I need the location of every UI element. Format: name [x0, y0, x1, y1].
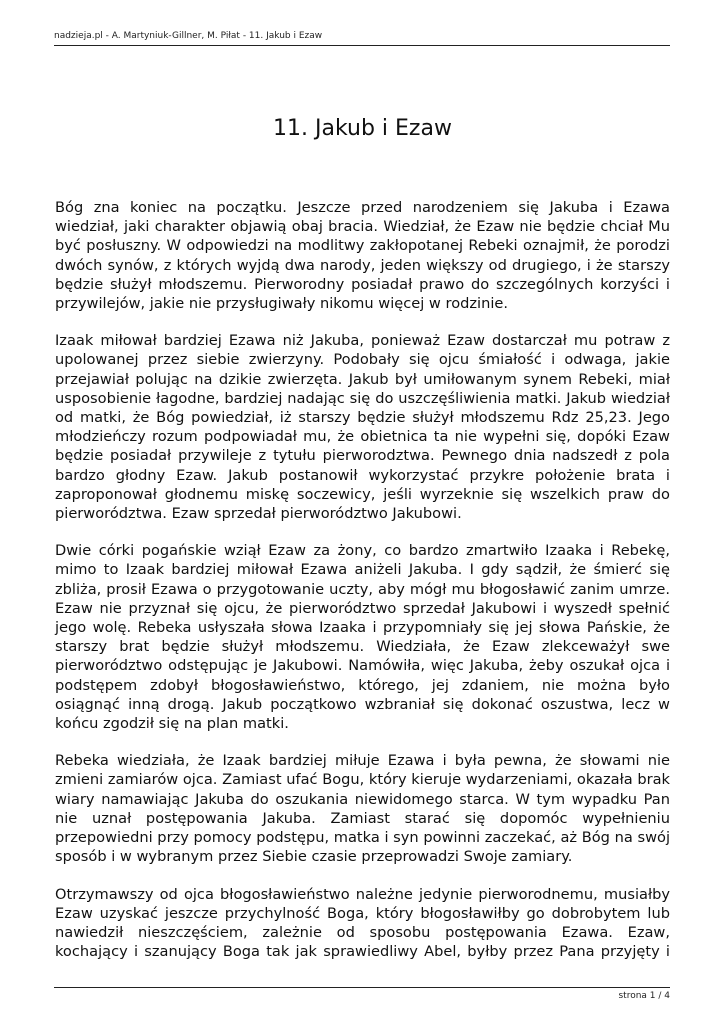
page-number: strona 1 / 4: [618, 991, 670, 1001]
paragraph: Izaak miłował bardziej Ezawa niż Jakuba, ponieważ Ezaw dostarczał mu potraw z upolowanej przez siebie zwierzyny. Podobały się ojcu śmiałość i odwaga, jakie przejawiał polując na dzikie zwierzęta. Jakub był umiłowanym synem Rebeki, miał usposobienie łagodne, bardziej nadając się do uszczęśliwienia matki. Jakub wiedział od matki, że Bóg powiedział, iż starszy będzie służył młodszemu Rdz 25,23. Jego młodzieńczy rozum podpowiadał mu, że obietnica ta nie wypełni się, dopóki Ezaw będzie posiadał przywileje z tytułu pierworodztwa. Pewnego dnia nadszedł z pola bardzo głodny Ezaw. Jakub postanowił wykorzystać przykre położenie brata i zaproponował głodnemu miskę soczewicy, jeśli wyrzeknie się wszelkich praw do pierworództwa. Ezaw sprzedał pierworództwo Jakubowi.: [55, 332, 670, 523]
paragraph: Dwie córki pogańskie wziął Ezaw za żony, co bardzo zmartwiło Izaaka i Rebekę, mimo to Izaak bardziej miłował Ezawa aniżeli Jakuba. I gdy sądził, że śmierć się zbliża, prosił Ezawa o przygotowanie uczty, aby mógł mu błogosławić zanim umrze. Ezaw nie przyznał się ojcu, że pierworództwo sprzedał Jakubowi i wyszedł spełnić jego wolę. Rebeka usłyszała słowa Izaaka i przypomniały się jej słowa Pańskie, że starszy brat będzie służył młodszemu. Wiedziała, że Ezaw zlekceważył swe pierworództwo odstępując je Jakubowi. Namówiła, więc Jakuba, żeby oszukał ojca i podstępem zdobył błogosławieństwo, którego, jej zdaniem, nie można było osiągnąć inną drogą. Jakub początkowo wzbraniał się dokonać oszustwa, lecz w końcu zgodził się na plan matki.: [55, 542, 670, 733]
paragraph: Otrzymawszy od ojca błogosławieństwo należne jedynie pierworodnemu, musiałby Ezaw uzyskać jeszcze przychylność Boga, który błogosławiłby go dobrobytem lub nawiedził nieszczęściem, zależnie od sposobu postępowania Ezawa. Ezaw, kochający i szanujący Boga tak jak sprawiedliwy Abel, byłby przez Pana przyjęty i: [55, 885, 670, 961]
footer-divider: [54, 987, 670, 988]
page-header: nadzieja.pl - A. Martyniuk-Gillner, M. Piłat - 11. Jakub i Ezaw: [54, 31, 323, 41]
paragraph: Bóg zna koniec na początku. Jeszcze przed narodzeniem się Jakuba i Ezawa wiedział, jaki charakter objawią obaj bracia. Wiedział, że Ezaw nie będzie chciał Mu być posłuszny. W odpowiedzi na modlitwy zakłopotanej Rebeki oznajmił, że porodzi dwóch synów, z których wyjdą dwa narody, jeden większy od drugiego, i że starszy będzie służył młodszemu. Pierworodny posiadał prawo do szczególnych korzyści i przywilejów, jakie nie przysługiwały nikomu więcej w rodzinie.: [55, 199, 670, 313]
document-title: 11. Jakub i Ezaw: [273, 116, 452, 141]
paragraph: Rebeka wiedziała, że Izaak bardziej miłuje Ezawa i była pewna, że słowami nie zmieni zamiarów ojca. Zamiast ufać Bogu, który kieruje wydarzeniami, okazała brak wiary namawiając Jakuba do oszukania niewidomego starca. W tym wypadku Pan nie uznał postępowania Jakuba. Zamiast starać się dopomóc wypełnieniu przepowiedni przy pomocy podstępu, matka i syn powinni zaczekać, aż Bóg na swój sposób i w wybranym przez Siebie czasie przeprowadzi Swoje zamiary.: [55, 752, 670, 866]
document-body: [55, 198, 670, 979]
header-divider: [54, 45, 670, 46]
